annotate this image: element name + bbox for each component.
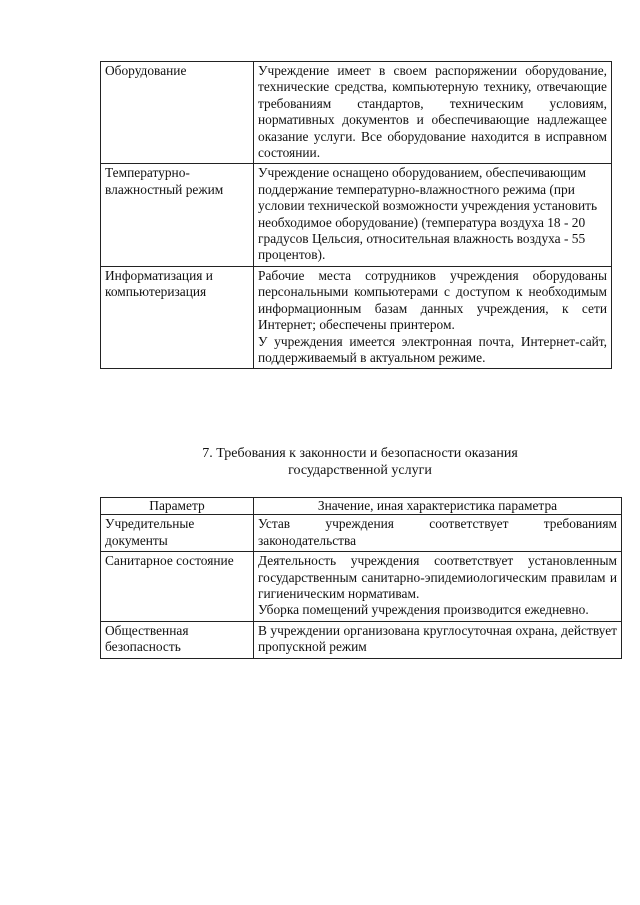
param-label: Оборудование [105,63,187,78]
param-label: Общественная безопасность [105,622,189,655]
value-text: Учреждение имеет в своем распоряжении оборудование, технические средства, компьютерную технику, отвечающие требованиям стандартов, техническим условиям, нормативных документов и обеспечивающие надлежащее оказание услуги. Все оборудование находится в исправном состоянии. [258,63,607,161]
param-cell [101,62,254,164]
value-text: Устав учреждения соответствует требованиям законодательства [258,516,617,548]
section-heading [140,445,580,479]
param-cell [101,164,254,266]
value-cell [254,266,612,368]
header-param: Параметр [101,498,254,515]
table-row [101,62,612,164]
table-row [101,552,622,622]
value-text: В учреждении организована круглосуточная охрана, действует пропускной режим [258,622,617,655]
param-cell [101,515,254,552]
value-text: Уборка помещений учреждения производится ежедневно. [258,602,589,618]
param-label: Информатизация и компьютеризация [105,267,213,300]
section-heading-line: государственной услуги [288,463,432,478]
value-cell [254,515,622,552]
section-heading-line: 7. Требования к законности и безопасности оказания [202,446,518,461]
value-cell [254,552,622,622]
table-header-row [101,498,622,515]
param-cell [101,621,254,658]
value-text: Рабочие места сотрудников учреждения оборудованы персональными компьютерами с доступом к необходимым информационным базам данных учреждения, к сети Интернет; обеспечены принтером. [258,267,607,333]
value-text: Учреждение оснащено оборудованием, обеспечивающим поддержание температурно-влажностного режима (при условии технической возможности учреждения установить необходимое оборудование) (температура воздуха 18 - 20 градусов Цельсия, относительная влажность воздуха - 55 процентов). [258,165,598,263]
table-row [101,164,612,266]
value-text: У учреждения имеется электронная почта, Интернет-сайт, поддерживаемый в актуальном режиме. [258,333,607,365]
table-legality-safety [100,497,622,659]
table-equipment [100,61,612,369]
table-row [101,515,622,552]
value-cell [254,621,622,658]
header-value: Значение, иная характеристика параметра [254,498,622,515]
value-text: Деятельность учреждения соответствует установленным государственным санитарно-эпидемиологическим правилам и гигиеническим нормативам. [258,553,617,602]
table-row [101,621,622,658]
value-cell [254,164,612,266]
param-cell [101,552,254,622]
param-cell [101,266,254,368]
param-label: Температурно-влажностный режим [105,165,224,197]
table-row [101,266,612,368]
param-label: Учредительные документы [105,516,195,548]
value-cell [254,62,612,164]
param-label: Санитарное состояние [105,553,234,569]
